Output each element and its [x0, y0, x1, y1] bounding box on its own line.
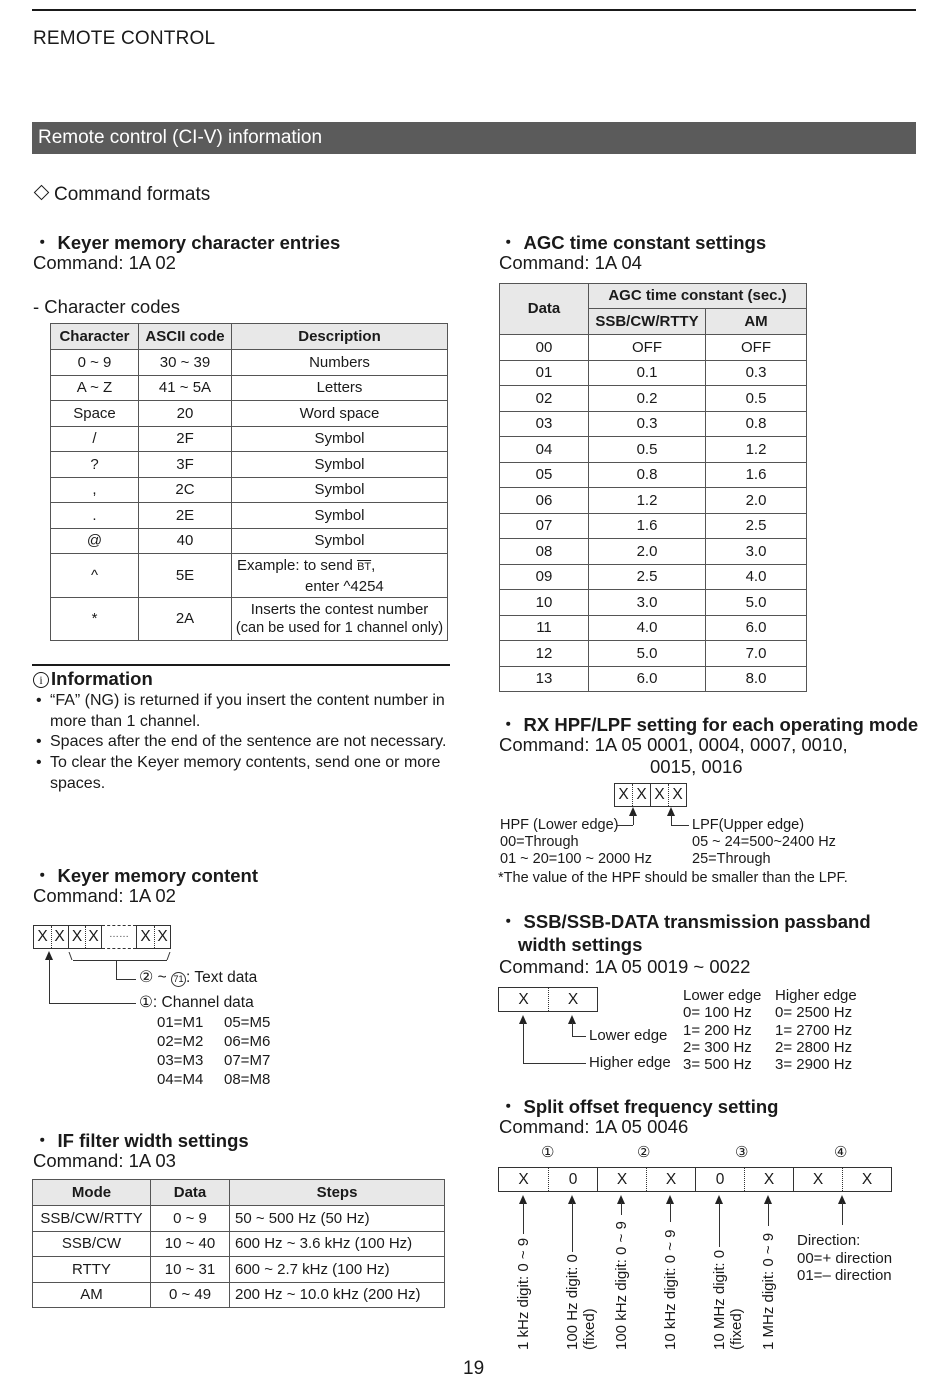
label-line: 1 kHz digit: 0 ~ 9	[515, 1237, 532, 1350]
table-row	[33, 1257, 445, 1283]
subheading-text: Command formats	[54, 184, 211, 205]
cell: 1.6	[589, 513, 706, 539]
cell: A ~ Z	[51, 375, 139, 401]
cell: ^	[51, 554, 139, 598]
agc-command: Command: 1A 04	[499, 252, 642, 273]
cell: 2C	[139, 477, 232, 503]
direction-line: Direction:	[797, 1232, 861, 1249]
section-title-bar: Remote control (CI-V) information	[32, 122, 916, 154]
cell: Symbol	[232, 503, 448, 529]
nibble: X	[51, 926, 67, 948]
cell: SSB/CW/RTTY	[33, 1206, 151, 1232]
circled-number: ②	[139, 969, 154, 986]
label-line: 100 Hz digit: 0	[564, 1254, 581, 1350]
cell: 0 ~ 9	[151, 1206, 230, 1232]
split-label-1mhz	[760, 1225, 777, 1350]
nibble: X	[618, 786, 629, 803]
table-header-row	[500, 284, 807, 309]
split-command: Command: 1A 05 0046	[499, 1116, 689, 1137]
hpf-lpf-command-line2: 0015, 0016	[650, 756, 743, 777]
table-row	[51, 452, 448, 478]
cell: 3F	[139, 452, 232, 478]
cell: 00	[500, 335, 589, 361]
direction-line: 01=– direction	[797, 1267, 892, 1284]
cell: 11	[500, 615, 589, 641]
connector-line	[671, 825, 689, 826]
higher-edge-values	[775, 987, 857, 1073]
cell: OFF	[589, 335, 706, 361]
nibble: X	[597, 1168, 646, 1191]
cell: 2.5	[706, 513, 807, 539]
cell: 41 ~ 5A	[139, 375, 232, 401]
cell: 2.0	[589, 539, 706, 565]
keyer-char-command: Command: 1A 02	[33, 252, 176, 273]
label-line: 100 kHz digit: 0 ~ 9	[613, 1221, 630, 1350]
nibble: X	[85, 926, 101, 948]
cell: 04	[500, 437, 589, 463]
list-item: • Spaces after the end of the sentence are not necessary.	[36, 732, 456, 753]
connector-line	[719, 1202, 720, 1247]
value: 3= 500 Hz	[683, 1056, 752, 1074]
hpf-line: HPF (Lower edge)	[500, 817, 619, 833]
column-header: SSB/CW/RTTY	[589, 309, 706, 335]
cell: 0.8	[706, 411, 807, 437]
cell-text: enter ^4254	[305, 577, 384, 595]
agc-table	[499, 283, 807, 692]
column-header: Data	[500, 284, 589, 335]
nibble: X	[140, 928, 151, 945]
cell: 50 ~ 500 Hz (50 Hz)	[230, 1206, 445, 1232]
split-title: ・ Split offset frequency setting	[499, 1096, 779, 1117]
channel-value: 07=M7	[224, 1052, 271, 1069]
list-item: • To clear the Keyer memory contents, send one or more spaces.	[36, 753, 456, 794]
lpf-line: LPF(Upper edge)	[692, 817, 805, 833]
cell: /	[51, 426, 139, 452]
cell	[232, 554, 448, 598]
hpf-lpf-format-diagram	[614, 783, 688, 807]
cell: Symbol	[232, 426, 448, 452]
running-head: REMOTE CONTROL	[33, 28, 216, 49]
cell: 08	[500, 539, 589, 565]
top-rule	[32, 9, 916, 11]
channel-value: 02=M2	[157, 1033, 204, 1050]
hpf-lpf-note: *The value of the HPF should be smaller than the LPF.	[498, 870, 848, 886]
value: 2= 2800 Hz	[775, 1038, 853, 1056]
info-circle-icon: i	[33, 672, 49, 688]
connector-line	[670, 1202, 671, 1222]
information-list	[36, 691, 456, 795]
nibble: X	[646, 1168, 695, 1191]
ssb-tx-command: Command: 1A 05 0019 ~ 0022	[499, 956, 751, 977]
table-row	[500, 615, 807, 641]
table-row	[500, 488, 807, 514]
cell: 09	[500, 564, 589, 590]
split-label-100khz	[613, 1210, 630, 1350]
table-row	[500, 590, 807, 616]
cell: 20	[139, 401, 232, 427]
list-item: • “FA” (NG) is returned if you insert the content number in more than 1 channel.	[36, 691, 456, 732]
keyer-content-command: Command: 1A 02	[33, 885, 176, 906]
page-number: 19	[463, 1358, 485, 1379]
connector-line	[49, 958, 50, 1003]
cell: Symbol	[232, 477, 448, 503]
hpf-lpf-title-text: RX HPF/LPF setting for each operating mode	[523, 714, 919, 735]
split-label-1khz	[515, 1225, 532, 1350]
label-line: 10 MHz digit: 0	[711, 1249, 728, 1350]
cell: 10	[500, 590, 589, 616]
table-row	[51, 477, 448, 503]
table-row	[500, 564, 807, 590]
table-row	[33, 1282, 445, 1308]
if-filter-title: ・ IF filter width settings	[33, 1130, 249, 1151]
cell: 2F	[139, 426, 232, 452]
cell-text: Inserts the contest number	[250, 601, 429, 618]
channel-value: 05=M5	[224, 1014, 271, 1031]
value: 2= 300 Hz	[683, 1038, 752, 1056]
if-filter-table	[32, 1179, 445, 1308]
cell: 7.0	[706, 641, 807, 667]
label-line: (fixed)	[581, 1308, 598, 1350]
cell: 05	[500, 462, 589, 488]
hpf-line: 00=Through	[500, 834, 579, 850]
bracket-line	[73, 960, 167, 961]
column-header: Description	[232, 324, 448, 350]
connector-line	[523, 1063, 586, 1064]
value: 0= 2500 Hz	[775, 1004, 853, 1022]
cell: Word space	[232, 401, 448, 427]
nibble: X	[842, 1168, 891, 1191]
split-title-text: Split offset frequency setting	[523, 1096, 779, 1117]
ssb-tx-title-text: width settings	[518, 934, 643, 955]
value: 1= 2700 Hz	[775, 1021, 853, 1039]
cell: 6.0	[706, 615, 807, 641]
cell	[232, 598, 448, 641]
table-row	[51, 350, 448, 376]
cell: 0.1	[589, 360, 706, 386]
cell: 200 Hz ~ 10.0 kHz (200 Hz)	[230, 1282, 445, 1308]
cell: 2E	[139, 503, 232, 529]
table-row	[500, 411, 807, 437]
if-filter-command: Command: 1A 03	[33, 1150, 176, 1171]
table-header-row	[33, 1180, 445, 1206]
hpf-lpf-command-line1: Command: 1A 05 0001, 0004, 0007, 0010,	[499, 734, 848, 755]
table-row	[51, 401, 448, 427]
table-row	[33, 1206, 445, 1232]
keyer-content-title: ・ Keyer memory content	[33, 865, 258, 886]
nibble: 0	[695, 1168, 744, 1191]
cell: 0.3	[589, 411, 706, 437]
cell: 10 ~ 31	[151, 1257, 230, 1283]
cell: RTTY	[33, 1257, 151, 1283]
bracket-line	[167, 952, 171, 960]
channel-row	[157, 1051, 270, 1070]
column-head: Lower edge	[683, 987, 762, 1004]
column-header: Character	[51, 324, 139, 350]
byte-number-4: ④	[834, 1144, 848, 1161]
column-header: AM	[706, 309, 807, 335]
cell: 03	[500, 411, 589, 437]
cell: 3.0	[589, 590, 706, 616]
keyer-char-subtitle: - Character codes	[33, 296, 181, 317]
value: 0= 100 Hz	[683, 1004, 752, 1022]
cell: AM	[33, 1282, 151, 1308]
table-row	[33, 1231, 445, 1257]
lower-edge-values	[683, 987, 761, 1073]
connector-line	[572, 1036, 586, 1037]
label-line: 10 kHz digit: 0 ~ 9	[662, 1229, 679, 1350]
cell: 12	[500, 641, 589, 667]
text-data-label: ② ~ 71 : Text data	[139, 969, 258, 986]
connector-line	[671, 814, 672, 825]
text-byte	[68, 925, 102, 949]
cell: @	[51, 528, 139, 554]
nibble: X	[744, 1168, 793, 1191]
cell: 5E	[139, 554, 232, 598]
column-header: ASCII code	[139, 324, 232, 350]
cell-text: Example: to send	[237, 556, 358, 574]
subheading	[33, 184, 210, 206]
connector-line	[572, 1202, 573, 1252]
label-text: : Text data	[186, 969, 258, 986]
table-row	[51, 598, 448, 641]
cell: 4.0	[589, 615, 706, 641]
byte-number-1: ①	[541, 1144, 555, 1161]
label-text: : Channel data	[152, 994, 254, 1011]
split-label-10khz	[662, 1220, 679, 1350]
diamond-outline-icon	[34, 185, 50, 201]
bracket-line	[116, 979, 136, 980]
table-row	[500, 335, 807, 361]
channel-row	[157, 1070, 270, 1089]
cell: 40	[139, 528, 232, 554]
cell: 30 ~ 39	[139, 350, 232, 376]
bracket-line	[116, 960, 117, 979]
cell: 10 ~ 40	[151, 1231, 230, 1257]
cell: SSB/CW	[33, 1231, 151, 1257]
nibble: X	[793, 1168, 842, 1191]
cell: 4.0	[706, 564, 807, 590]
cell: 0.3	[706, 360, 807, 386]
ellipsis-bytes: ……	[102, 925, 136, 949]
lpf-description	[692, 817, 836, 868]
split-format-diagram	[498, 1167, 892, 1192]
channel-value: 06=M6	[224, 1033, 271, 1050]
column-header: Steps	[230, 1180, 445, 1206]
nibble: X	[654, 786, 665, 803]
cell: OFF	[706, 335, 807, 361]
nibble: X	[668, 784, 686, 806]
split-label-10mhz	[711, 1245, 745, 1350]
hpf-byte	[614, 783, 651, 807]
cell: ?	[51, 452, 139, 478]
lower-edge-label: Lower edge	[589, 1027, 668, 1044]
cell: 600 ~ 2.7 kHz (100 Hz)	[230, 1257, 445, 1283]
circled-number: ①	[139, 994, 153, 1011]
agc-title-text: AGC time constant settings	[523, 232, 767, 253]
higher-edge-label: Higher edge	[589, 1054, 671, 1071]
higher-edge-nibble: X	[518, 990, 529, 1008]
nibble: X	[37, 928, 48, 945]
information-title	[33, 668, 153, 690]
split-label-100hz	[564, 1250, 598, 1350]
cell: 0.8	[589, 462, 706, 488]
table-row	[51, 426, 448, 452]
cell: Symbol	[232, 528, 448, 554]
ssb-tx-format-diagram	[498, 987, 598, 1012]
information-title-text: Information	[51, 668, 153, 689]
cell: Space	[51, 401, 139, 427]
channel-value: 04=M4	[157, 1071, 204, 1088]
channel-value: 01=M1	[157, 1014, 204, 1031]
cell-text: (can be used for 1 channel only)	[235, 620, 444, 636]
prosign-bt: $\overline{BT}$	[357, 560, 372, 573]
lower-edge-nibble: X	[548, 988, 597, 1011]
cell: 1.2	[706, 437, 807, 463]
table-row	[51, 528, 448, 554]
nibble: X	[71, 928, 83, 945]
text-byte-last	[136, 925, 171, 949]
hpf-line: 01 ~ 20=100 ~ 2000 Hz	[500, 851, 652, 867]
cell: 06	[500, 488, 589, 514]
cell: 2.0	[706, 488, 807, 514]
lpf-byte	[650, 783, 687, 807]
cell: Numbers	[232, 350, 448, 376]
value: 1= 200 Hz	[683, 1021, 752, 1039]
cell: 07	[500, 513, 589, 539]
cell: 5.0	[706, 590, 807, 616]
label-line: (fixed)	[728, 1308, 745, 1350]
cell: 8.0	[706, 666, 807, 692]
direction-description	[797, 1232, 892, 1285]
connector-line	[768, 1202, 769, 1226]
cell: 1.6	[706, 462, 807, 488]
character-codes-table	[50, 323, 448, 641]
direction-line: 00=+ direction	[797, 1249, 893, 1267]
cell: *	[51, 598, 139, 641]
bracket-line	[69, 952, 73, 960]
table-row	[500, 666, 807, 692]
cell: 6.0	[589, 666, 706, 692]
connector-line	[842, 1202, 843, 1225]
cell: 13	[500, 666, 589, 692]
cell: 0 ~ 49	[151, 1282, 230, 1308]
table-row	[51, 375, 448, 401]
lpf-line: 25=Through	[692, 851, 771, 867]
connector-line	[49, 1003, 136, 1004]
ssb-tx-title-text: SSB/SSB-DATA transmission passband	[523, 911, 871, 932]
cell: 1.2	[589, 488, 706, 514]
cell: 01	[500, 360, 589, 386]
cell: 2A	[139, 598, 232, 641]
nibble: X	[632, 784, 650, 806]
cell: Symbol	[232, 452, 448, 478]
cell: 0 ~ 9	[51, 350, 139, 376]
table-row	[500, 386, 807, 412]
ssb-tx-title: ・ SSB/SSB-DATA transmission passband width settings	[499, 911, 871, 955]
nibble: 0	[548, 1168, 597, 1191]
keyer-char-title: ・ Keyer memory character entries	[33, 232, 341, 253]
table-row	[500, 462, 807, 488]
channel-value: 08=M8	[224, 1071, 271, 1088]
label-line: 1 MHz digit: 0 ~ 9	[760, 1232, 777, 1350]
channel-data-label	[139, 993, 254, 1012]
connector-line	[523, 1022, 524, 1063]
channel-value: 03=M3	[157, 1052, 204, 1069]
connector-line	[572, 1022, 573, 1036]
hpf-description	[500, 817, 652, 868]
cell-text: ,	[371, 556, 376, 574]
cell: .	[51, 503, 139, 529]
column-header: Mode	[33, 1180, 151, 1206]
keyer-content-format-diagram	[33, 925, 171, 949]
table-row	[500, 513, 807, 539]
channel-byte	[33, 925, 68, 949]
agc-title: ・ AGC time constant settings	[499, 232, 767, 253]
nibble: X	[154, 926, 170, 948]
channel-list	[157, 1013, 270, 1089]
cell: Letters	[232, 375, 448, 401]
hpf-lpf-title: ・ RX HPF/LPF setting for each operating mode	[499, 714, 919, 735]
table-row	[500, 360, 807, 386]
cell: 3.0	[706, 539, 807, 565]
table-row	[500, 437, 807, 463]
table-row	[500, 539, 807, 565]
lpf-line: 05 ~ 24=500~2400 Hz	[692, 834, 836, 850]
channel-row	[157, 1032, 270, 1051]
table-row	[51, 554, 448, 598]
column-header: Data	[151, 1180, 230, 1206]
table-header-row	[51, 324, 448, 350]
table-row	[500, 641, 807, 667]
table-row	[51, 503, 448, 529]
cell: 5.0	[589, 641, 706, 667]
cell: ,	[51, 477, 139, 503]
cell: 600 Hz ~ 3.6 kHz (100 Hz)	[230, 1231, 445, 1257]
information-rule	[32, 664, 450, 666]
cell: 0.2	[589, 386, 706, 412]
byte-number-3: ③	[735, 1144, 749, 1161]
column-group-header: AGC time constant (sec.)	[589, 284, 807, 309]
circled-number: 71	[171, 972, 186, 987]
cell: 0.5	[589, 437, 706, 463]
cell: 0.5	[706, 386, 807, 412]
column-head: Higher edge	[775, 987, 857, 1004]
value: 3= 2900 Hz	[775, 1056, 853, 1074]
if-filter-title-text: IF filter width settings	[57, 1130, 249, 1151]
byte-number-2: ②	[637, 1144, 651, 1161]
keyer-content-title-text: Keyer memory content	[57, 865, 258, 886]
keyer-char-title-text: Keyer memory character entries	[57, 232, 341, 253]
channel-row	[157, 1013, 270, 1032]
nibble: X	[518, 1170, 529, 1188]
cell: 02	[500, 386, 589, 412]
cell: 2.5	[589, 564, 706, 590]
